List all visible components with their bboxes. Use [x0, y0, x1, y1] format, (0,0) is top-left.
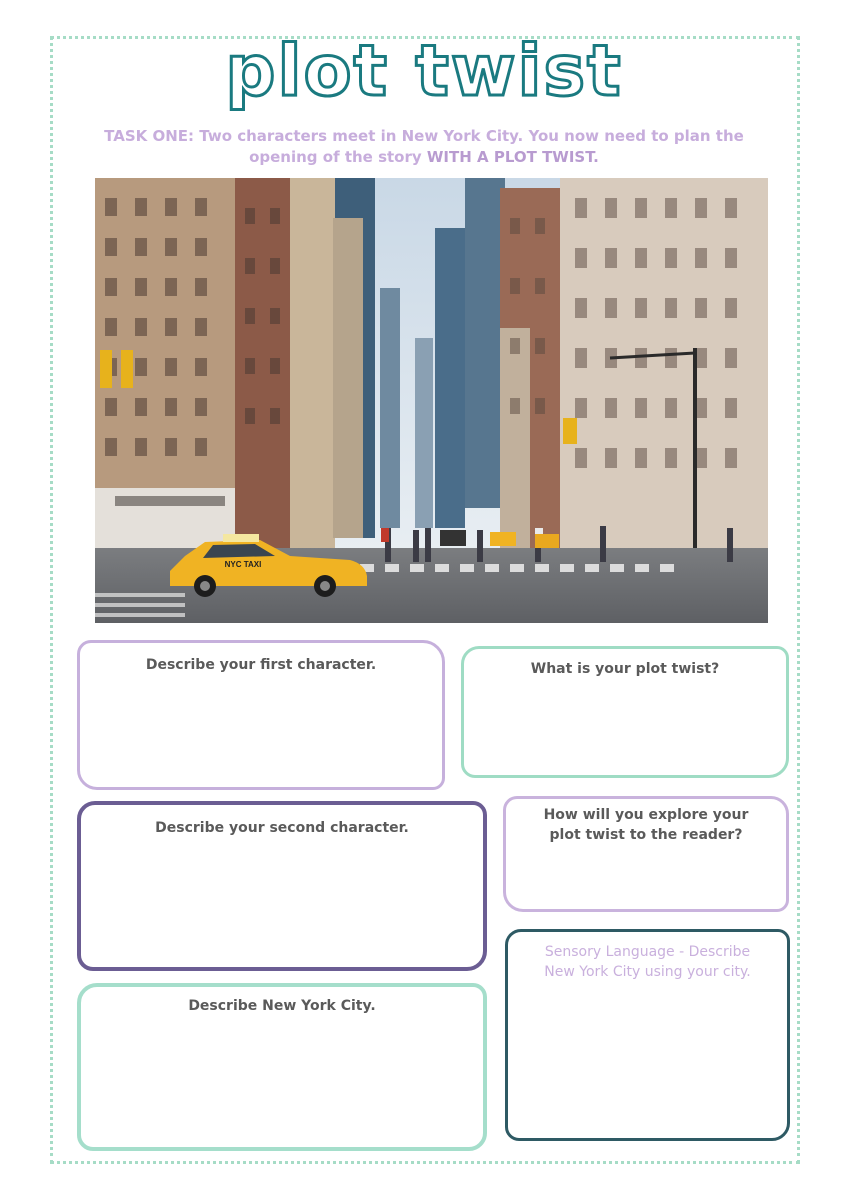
explore-twist-box[interactable]	[503, 796, 789, 912]
first-character-prompt: Describe your first character.	[145, 657, 377, 673]
taxi-sign: NYC TAXI	[224, 560, 262, 569]
describe-nyc-prompt: Describe New York City.	[188, 998, 376, 1014]
task-text: TASK ONE: Two characters meet in New York City. You now need to plan the opening of the story	[104, 127, 744, 166]
explore-twist-prompt: How will you explore your plot twist to the reader?	[543, 807, 749, 843]
sensory-language-box[interactable]	[505, 929, 790, 1141]
second-character-box[interactable]	[77, 801, 487, 971]
page-title: plot twist	[225, 30, 623, 112]
plot-twist-prompt: What is your plot twist?	[530, 661, 720, 677]
first-character-box[interactable]	[77, 640, 445, 790]
plot-twist-box[interactable]	[461, 646, 789, 778]
describe-nyc-box[interactable]	[77, 983, 487, 1151]
new-york-street-photo	[95, 178, 768, 623]
task-instructions	[76, 126, 772, 168]
task-emphasis: WITH A PLOT TWIST.	[426, 148, 599, 166]
second-character-prompt: Describe your second character.	[155, 820, 409, 836]
sensory-language-prompt: Sensory Language - Describe New York City using your city.	[544, 944, 751, 980]
